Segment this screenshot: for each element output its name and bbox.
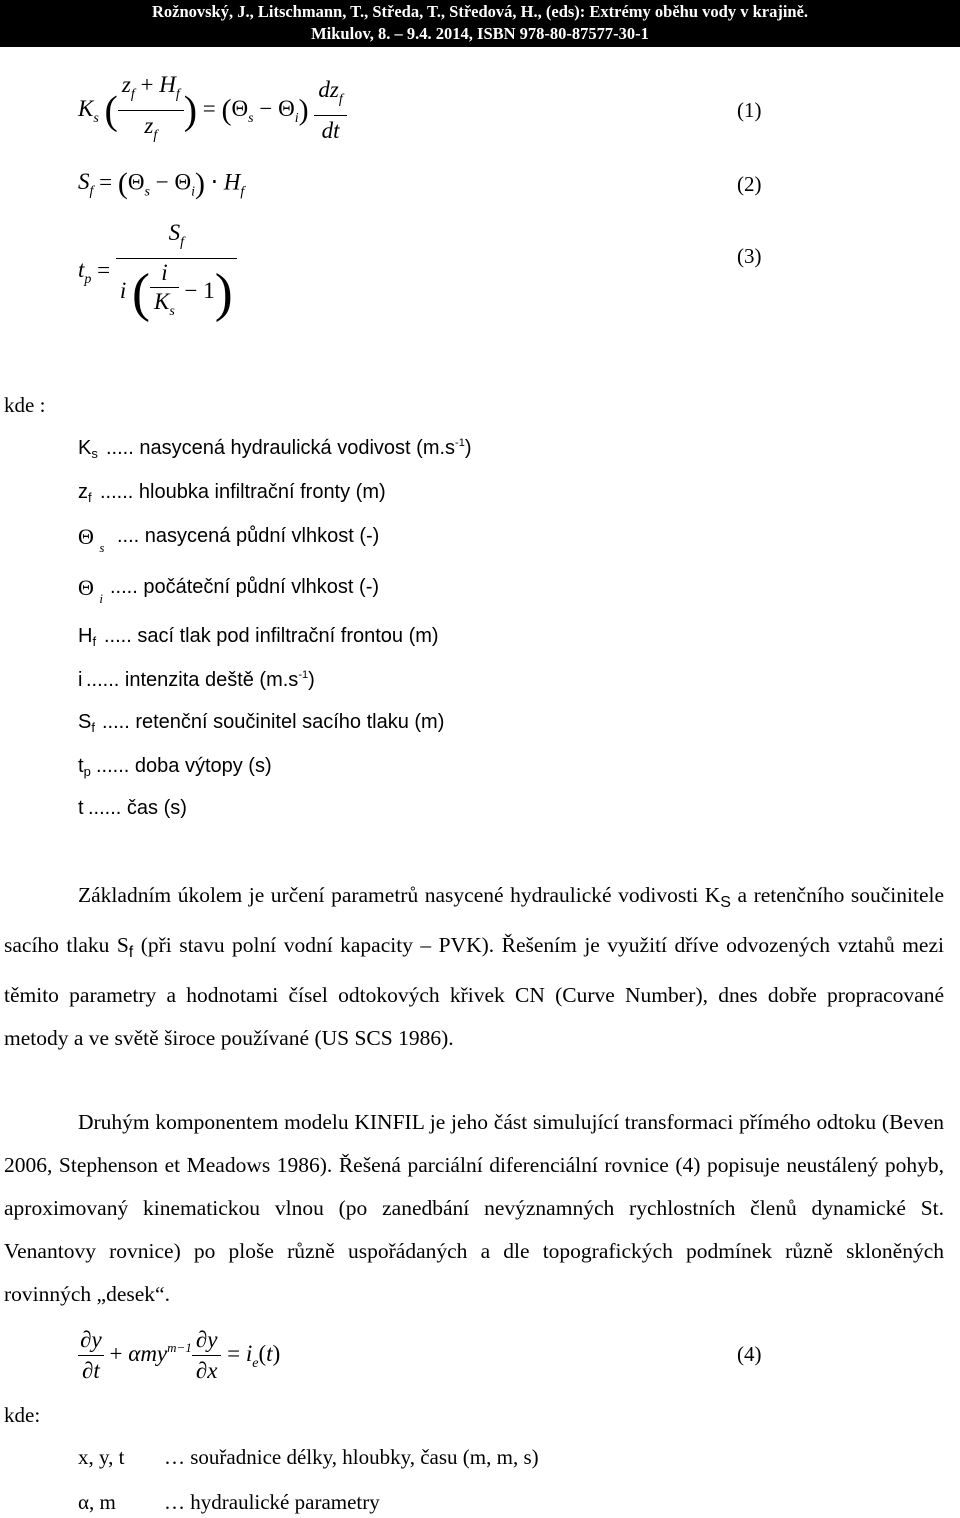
equation-1: $K_s$ ( $\frac{z_f + H_f}{z_f}$ ) = $(\Theta_s - \Theta_i)$ $\frac{dz_f}{dt}$ [78,70,347,151]
equation-2: $S_f = (\Theta_s - \Theta_i) \cdot H_f$ [78,167,245,200]
equation-2-number: (2) [737,172,762,196]
paragraph-2: Druhým komponentem modelu KINFIL je jeho část simulující transformaci přímého odtoku (Beven 2006, Stephenson et Meadows 1986). Řešená parciální diferenciální rovnice (4) popisuje neustálený pohyb, aproximovaný kinematickou vlnou (po zanedbání nevýznamných rychlostních členů dynamické St. Venantovy rovnice) po ploše různě uspořádaných a dle topografických podmínek různě skloněných rovinných „desek“. [4,1110,944,1306]
equation-3: $t_p$ = $S_f$ i ( $\frac{i}{K_s}$ − 1) [78,218,237,326]
paragraph-1: Základním úkolem je určení parametrů nasycené hydraulické vodivosti $K_S$ a retenčního součinitele sacího tlaku $S_f$ (při stavu polní vodní kapacity – PVK). Řešením je využití dříve odvozených vztahů mezi těmito parametry a hodnotami čísel odtokových křivek CN (Curve Number), dnes dobře propracované metody a ve světě široce používané (US SCS 1986). [4,883,945,1050]
kde-label-2: kde: [4,1403,41,1427]
equation-4: $\frac{\partial y}{\partial t}$ + αmy$^{m-1}$ $\frac{\partial y}{\partial x}$ = $i_e(t)$ [78,1325,280,1386]
equation-4-number: (4) [737,1342,762,1366]
page-header [0,0,960,47]
symbol: K [78,437,92,459]
equation-1-number: (1) [737,98,762,122]
header-citation-line2: Mikulov, 8. – 9.4. 2014, ISBN 978-80-87577-30-1 [311,24,649,43]
equation-3-number: (3) [737,244,762,268]
kde-label-1: kde : [4,393,46,417]
header-citation-line1: Rožnovský, J., Litschmann, T., Středa, T., Středová, H., (eds): Extrémy oběhu vody v krajině. [151,2,809,21]
